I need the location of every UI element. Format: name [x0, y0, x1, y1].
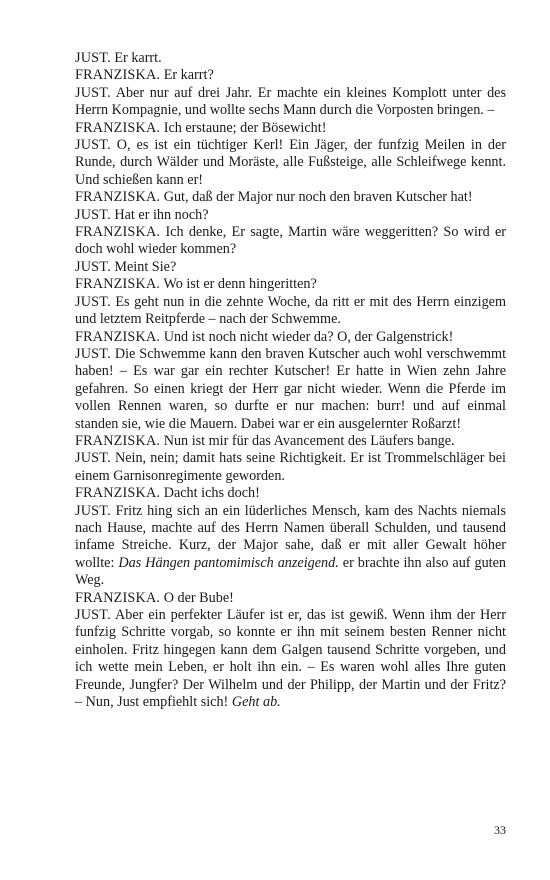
line-text: O der Bube! [163, 589, 234, 606]
line-text: Nun ist mir für das Avancement des Läufers bange. [163, 432, 455, 449]
line-text: Und ist noch nicht wieder da? O, der Galgenstrick! [163, 328, 454, 345]
page-number: 33 [494, 823, 506, 837]
speaker-name: FRANZISKA. [75, 119, 161, 136]
line-text: Die Schwemme kann den braven Kutscher auch wohl verschwemmt haben! – Es war gar ein rechter Kutscher! Er hatte in Wien zehn Jahre gefahren. So einen kriegt der Herr gar nicht wieder. Wenn die Pferde im vollen Rennen waren, so durfte er nur machen: burr! und auf einmal standen sie, wie die Mauern. Dabei war er ein ausgelernter Roßarzt! [75, 345, 507, 432]
dialogue-line [75, 590, 506, 607]
stage-direction: Das Hängen pantomimisch anzeigend. [118, 554, 339, 571]
dialogue-line [75, 224, 506, 259]
line-text: Wo ist er denn hingeritten? [163, 276, 317, 293]
line-text: Fritz hing sich an ein lüderliches Mensch, kam des Nachts niemals nach Hause, machte auf des Herrn Namen überall Schulden, und tausend infame Streiche. Kurz, der Major sahe, daß er mit aller Gewalt höher wollte: [75, 502, 507, 571]
speaker-name: JUST. [75, 50, 111, 66]
dialogue-line [75, 346, 506, 433]
speaker-name: JUST. [75, 84, 111, 101]
dialogue-line [75, 85, 506, 120]
speaker-name: FRANZISKA. [75, 67, 161, 84]
dialogue-line [75, 207, 506, 224]
speaker-name: FRANZISKA. [75, 224, 161, 241]
dialogue-line [75, 607, 506, 711]
dialogue-text [75, 50, 506, 711]
speaker-name: JUST. [75, 206, 111, 223]
dialogue-line [75, 189, 506, 206]
speaker-name: FRANZISKA. [75, 485, 161, 502]
speaker-name: JUST. [75, 137, 111, 154]
line-text: Gut, daß der Major nur noch den braven Kutscher hat! [163, 189, 473, 206]
speaker-name: JUST. [75, 258, 111, 275]
speaker-name: JUST. [75, 293, 111, 310]
stage-direction: Geht ab. [231, 694, 281, 711]
line-text-continued: er brachte ihn also auf guten Weg. [75, 554, 507, 589]
line-text: Hat er ihn noch? [114, 206, 209, 223]
line-text: O, es ist ein tüchtiger Kerl! Ein Jäger, der funfzig Meilen in der Runde, durch Wälder und Moräste, alle Fußsteige, alle Schleifwege kennt. Und schießen kann er! [75, 137, 507, 188]
speaker-name: FRANZISKA. [75, 189, 161, 206]
dialogue-line [75, 433, 506, 450]
dialogue-line [75, 137, 506, 189]
dialogue-line [75, 485, 506, 502]
line-text: Er karrt. [114, 50, 162, 66]
speaker-name: JUST. [75, 502, 111, 519]
speaker-name: FRANZISKA. [75, 589, 161, 606]
speaker-name: FRANZISKA. [75, 328, 161, 345]
dialogue-line [75, 450, 506, 485]
speaker-name: JUST. [75, 450, 111, 467]
line-text: Meint Sie? [114, 258, 177, 275]
dialogue-line [75, 503, 506, 590]
dialogue-line [75, 259, 506, 276]
line-text: Ich erstaune; der Bösewicht! [163, 119, 327, 136]
dialogue-line [75, 294, 506, 329]
line-text: Ich denke, Er sagte, Martin wäre weggeritten? So wird er doch wohl wieder kommen? [75, 224, 506, 258]
line-text: Dacht ichs doch! [163, 485, 260, 502]
line-text: Aber nur auf drei Jahr. Er machte ein kleines Komplott unter des Herrn Kompagnie, und wollte sechs Mann durch die Vorposten bringen. – [75, 84, 507, 119]
dialogue-line [75, 329, 506, 346]
line-text: Aber ein perfekter Läufer ist er, das ist gewiß. Wenn ihm der Herr funfzig Schritte vorgab, so konnte er ihn mit seinem besten Renner nicht einholen. Fritz hingegen kann dem Galgen tausend Schritte vorgeben, und ich wette mein Leben, er holt ihn ein. – Es waren wohl alles Ihre guten Freunde, Jungfer? Der Wilhelm und der Philipp, der Martin und der Fritz? – Nun, Just empfiehlt sich! [75, 607, 507, 711]
speaker-name: FRANZISKA. [75, 432, 161, 449]
dialogue-line [75, 67, 506, 84]
line-text: Er karrt? [163, 67, 214, 84]
dialogue-line [75, 50, 506, 67]
dialogue-line [75, 276, 506, 293]
speaker-name: JUST. [75, 607, 111, 623]
speaker-name: JUST. [75, 345, 111, 362]
speaker-name: FRANZISKA. [75, 276, 161, 293]
dialogue-line [75, 120, 506, 137]
line-text: Nein, nein; damit hats seine Richtigkeit. Er ist Trommelschläger bei einem Garnisonregimente geworden. [75, 450, 506, 484]
line-text: Es geht nun in die zehnte Woche, da ritt er mit des Herrn einzigem und letztem Reitpferde – nach der Schwemme. [75, 293, 507, 328]
